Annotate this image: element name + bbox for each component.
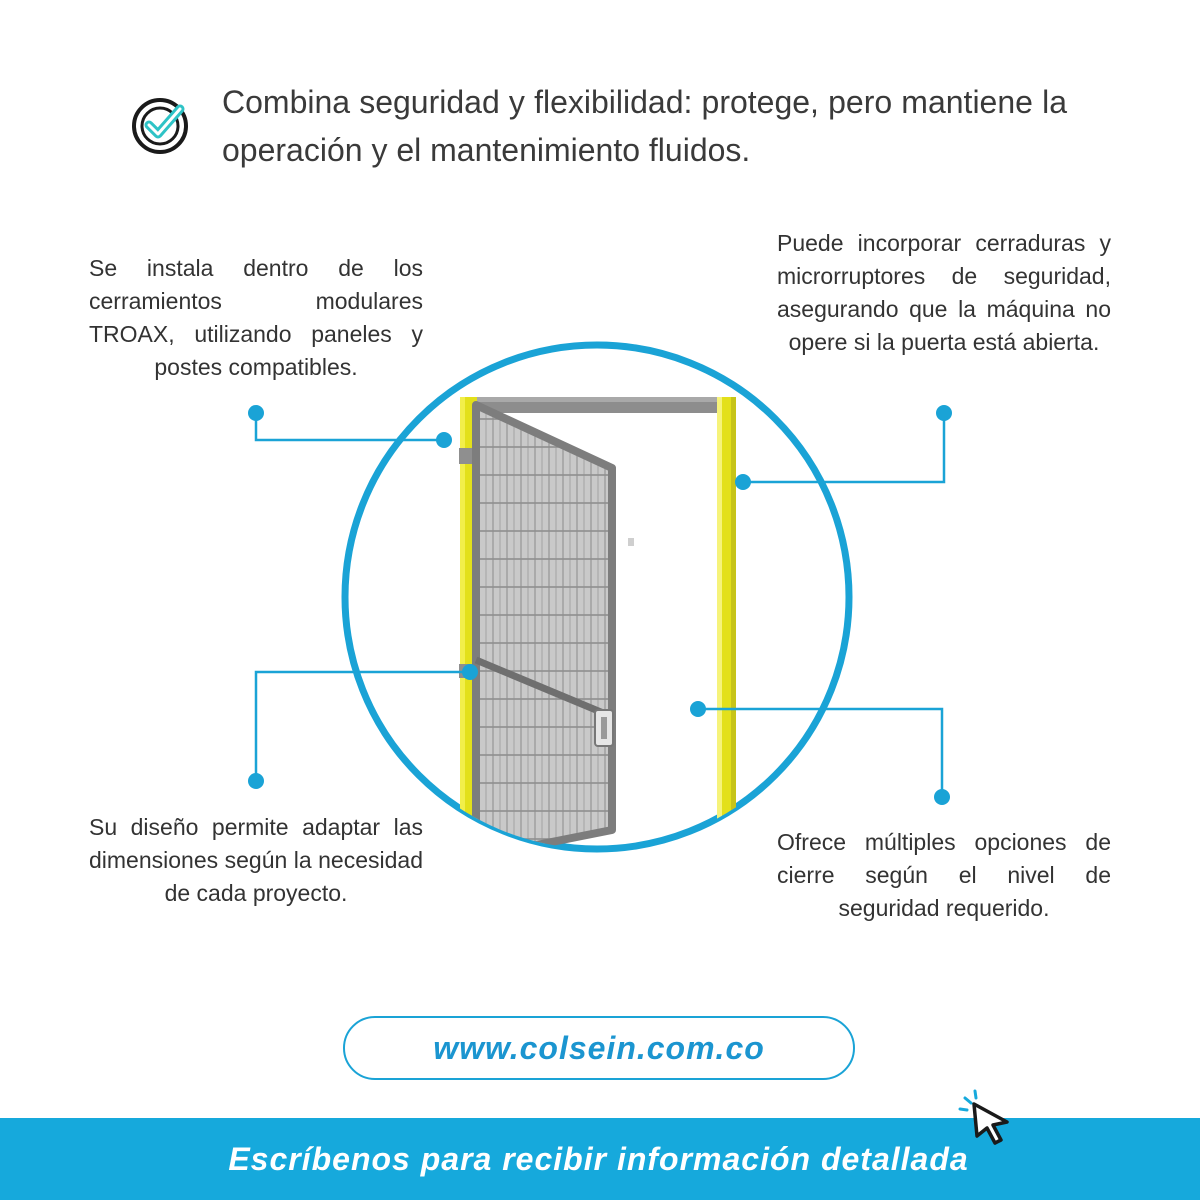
footer-banner[interactable]	[0, 1118, 1200, 1200]
note-dimensions: Su diseño permite adaptar las dimensiones según la necesidad de cada proyecto.	[89, 814, 423, 906]
headline-text: Combina seguridad y flexibilidad: protege, pero mantiene la operación y el mantenimiento fluidos.	[222, 84, 1067, 168]
cursor-click-icon	[955, 1088, 1019, 1148]
footer-text: Escríbenos para recibir información detallada	[228, 1140, 969, 1177]
website-link[interactable]: www.colsein.com.co	[343, 1016, 855, 1080]
note-installation: Se instala dentro de los cerramientos modulares TROAX, utilizando paneles y postes compatibles.	[89, 255, 423, 380]
note-closing-options: Ofrece múltiples opciones de cierre según el nivel de seguridad requerido.	[777, 829, 1111, 921]
note-locks-switches: Puede incorporar cerraduras y microrruptores de seguridad, asegurando que la máquina no opere si la puerta está abierta.	[777, 230, 1111, 355]
